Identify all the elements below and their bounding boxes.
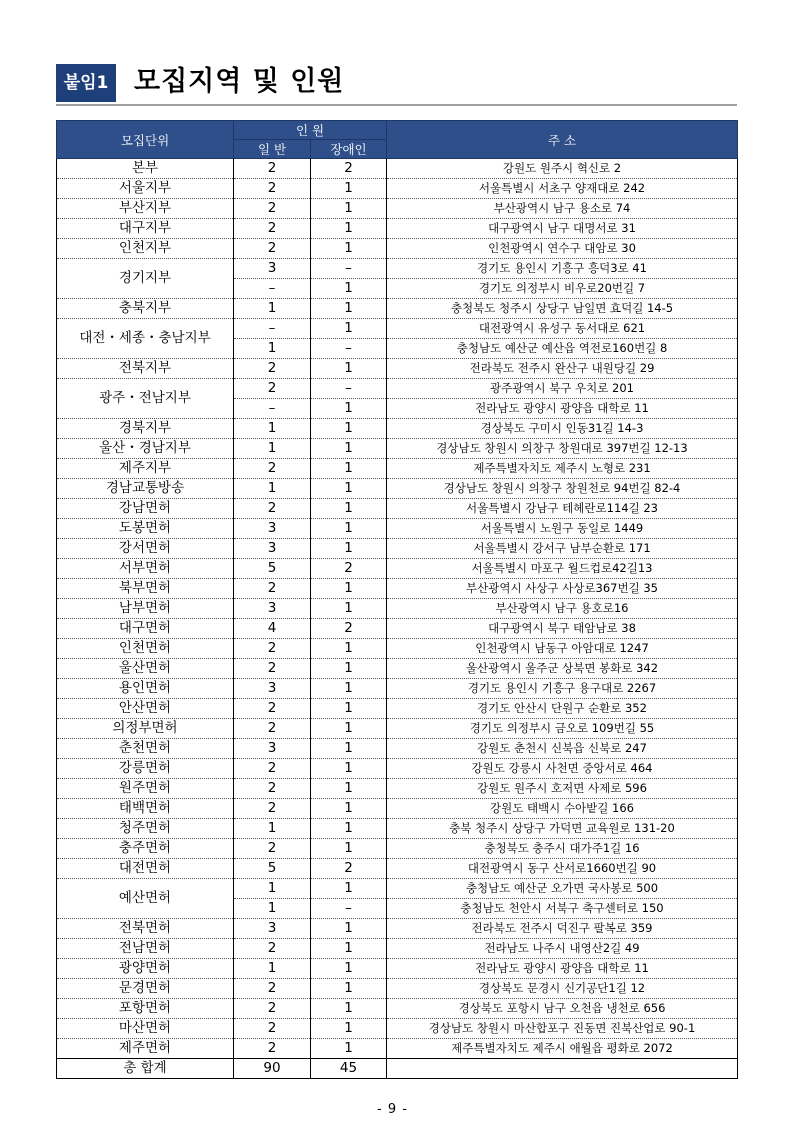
unit-cell: 전남면허 [57, 939, 234, 959]
disabled-count-cell: 1 [311, 599, 387, 619]
table-row [57, 739, 738, 759]
table-row [57, 159, 738, 179]
unit-cell: 제주면허 [57, 1039, 234, 1059]
disabled-count-cell: 1 [311, 359, 387, 379]
disabled-count-cell: 1 [311, 919, 387, 939]
general-count-cell: 1 [234, 439, 311, 459]
disabled-count-cell: 2 [311, 619, 387, 639]
general-count-cell: 3 [234, 599, 311, 619]
general-count-cell: 1 [234, 899, 311, 919]
table-row [57, 239, 738, 259]
address-cell: 경상북도 포항시 남구 오천읍 냉천로 656 [387, 999, 738, 1019]
table-row [57, 979, 738, 999]
address-cell: 강원도 원주시 호저면 사제로 596 [387, 779, 738, 799]
page-number: - 9 - [377, 1102, 408, 1117]
unit-cell: 춘천면허 [57, 739, 234, 759]
table-row [57, 719, 738, 739]
table-row [57, 359, 738, 379]
disabled-count-cell: 1 [311, 819, 387, 839]
disabled-count-cell: 1 [311, 239, 387, 259]
address-cell: 강원도 춘천시 신북읍 신북로 247 [387, 739, 738, 759]
unit-cell: 충북지부 [57, 299, 234, 319]
appendix-badge: 붙임1 [56, 64, 116, 102]
general-count-cell: 2 [234, 359, 311, 379]
address-cell: 전라남도 광양시 광양읍 대학로 11 [387, 399, 738, 419]
disabled-count-cell: 1 [311, 699, 387, 719]
disabled-count-cell: 1 [311, 519, 387, 539]
general-count-cell: 1 [234, 339, 311, 359]
table-row [57, 539, 738, 559]
disabled-count-cell: 1 [311, 319, 387, 339]
table-row [57, 919, 738, 939]
unit-cell: 광양면허 [57, 959, 234, 979]
unit-cell: 대구지부 [57, 219, 234, 239]
table-row [57, 999, 738, 1019]
address-cell: 충북 청주시 상당구 가덕면 교육원로 131-20 [387, 819, 738, 839]
disabled-count-cell: 2 [311, 859, 387, 879]
table-row [57, 259, 738, 279]
disabled-count-cell: 1 [311, 799, 387, 819]
unit-cell: 문경면허 [57, 979, 234, 999]
unit-cell: 북부면허 [57, 579, 234, 599]
address-cell: 제주특별자치도 제주시 애월읍 평화로 2072 [387, 1039, 738, 1059]
address-cell: 인천광역시 남동구 아암대로 1247 [387, 639, 738, 659]
general-count-cell: 1 [234, 419, 311, 439]
address-cell: 서울특별시 서초구 양재대로 242 [387, 179, 738, 199]
address-cell: 서울특별시 노원구 동일로 1449 [387, 519, 738, 539]
disabled-count-cell: 1 [311, 179, 387, 199]
address-cell: 대전광역시 유성구 동서대로 621 [387, 319, 738, 339]
table-row [57, 859, 738, 879]
general-count-cell: 2 [234, 939, 311, 959]
address-cell: 경상북도 구미시 인동31길 14-3 [387, 419, 738, 439]
address-cell: 부산광역시 남구 용소로 74 [387, 199, 738, 219]
disabled-count-cell: 1 [311, 219, 387, 239]
address-cell: 경기도 용인시 기흥구 용구대로 2267 [387, 679, 738, 699]
table-row [57, 379, 738, 399]
unit-cell: 강릉면허 [57, 759, 234, 779]
unit-cell: 경북지부 [57, 419, 234, 439]
general-count-cell: 1 [234, 299, 311, 319]
address-cell: 충청북도 충주시 대가주1길 16 [387, 839, 738, 859]
disabled-count-cell: 1 [311, 959, 387, 979]
unit-cell: 전북면허 [57, 919, 234, 939]
general-count-cell: 3 [234, 679, 311, 699]
unit-cell: 경남교통방송 [57, 479, 234, 499]
address-cell: 충청남도 예산군 오가면 국사봉로 500 [387, 879, 738, 899]
disabled-count-cell: 1 [311, 739, 387, 759]
address-cell: 경상남도 창원시 의창구 창원대로 397번길 12-13 [387, 439, 738, 459]
disabled-count-cell: 1 [311, 939, 387, 959]
disabled-count-cell: 1 [311, 659, 387, 679]
general-count-cell: 1 [234, 479, 311, 499]
disabled-count-cell: 1 [311, 839, 387, 859]
address-cell: 광주광역시 북구 우치로 201 [387, 379, 738, 399]
general-count-cell: 2 [234, 659, 311, 679]
general-count-cell: 4 [234, 619, 311, 639]
general-count-cell: 2 [234, 199, 311, 219]
general-count-cell: 2 [234, 999, 311, 1019]
disabled-count-cell: 2 [311, 159, 387, 179]
general-count-cell: 3 [234, 259, 311, 279]
address-cell: 부산광역시 사상구 사상로367번길 35 [387, 579, 738, 599]
unit-cell: 인천면허 [57, 639, 234, 659]
unit-cell: 대구면허 [57, 619, 234, 639]
unit-cell: 제주지부 [57, 459, 234, 479]
total-label: 총 합계 [57, 1059, 234, 1079]
address-cell: 서울특별시 강서구 남부순환로 171 [387, 539, 738, 559]
general-count-cell: 2 [234, 219, 311, 239]
disabled-count-cell: 1 [311, 479, 387, 499]
unit-cell: 광주・전남지부 [57, 379, 234, 419]
general-count-cell: 2 [234, 639, 311, 659]
general-count-cell: 5 [234, 859, 311, 879]
address-cell: 충청북도 청주시 상당구 남일면 효덕길 14-5 [387, 299, 738, 319]
disabled-count-cell: 1 [311, 679, 387, 699]
table-row [57, 959, 738, 979]
disabled-count-cell: – [311, 379, 387, 399]
unit-cell: 울산면허 [57, 659, 234, 679]
address-cell: 경기도 안산시 단원구 순환로 352 [387, 699, 738, 719]
unit-cell: 충주면허 [57, 839, 234, 859]
disabled-count-cell: 1 [311, 1019, 387, 1039]
disabled-count-cell: 1 [311, 279, 387, 299]
general-count-cell: 2 [234, 839, 311, 859]
address-cell: 강원도 원주시 혁신로 2 [387, 159, 738, 179]
table-row [57, 639, 738, 659]
general-count-cell: 2 [234, 379, 311, 399]
unit-cell: 마산면허 [57, 1019, 234, 1039]
disabled-count-cell: 1 [311, 979, 387, 999]
general-count-cell: 3 [234, 739, 311, 759]
general-count-cell: 2 [234, 499, 311, 519]
total-general: 90 [234, 1059, 311, 1079]
address-cell: 인천광역시 연수구 대암로 30 [387, 239, 738, 259]
table-row [57, 839, 738, 859]
unit-cell: 경기지부 [57, 259, 234, 299]
unit-cell: 예산면허 [57, 879, 234, 919]
unit-cell: 인천지부 [57, 239, 234, 259]
general-count-cell: 5 [234, 559, 311, 579]
general-count-cell: 2 [234, 159, 311, 179]
address-cell: 부산광역시 남구 용호로16 [387, 599, 738, 619]
unit-cell: 부산지부 [57, 199, 234, 219]
address-cell: 경상북도 문경시 신기공단1길 12 [387, 979, 738, 999]
disabled-count-cell: 1 [311, 1039, 387, 1059]
unit-cell: 강남면허 [57, 499, 234, 519]
table-row [57, 679, 738, 699]
general-count-cell: 2 [234, 759, 311, 779]
unit-cell: 대전면허 [57, 859, 234, 879]
general-count-cell: 2 [234, 239, 311, 259]
general-count-cell: 2 [234, 799, 311, 819]
unit-cell: 청주면허 [57, 819, 234, 839]
total-disabled: 45 [311, 1059, 387, 1079]
address-cell: 대전광역시 동구 산서로1660번길 90 [387, 859, 738, 879]
disabled-count-cell: 1 [311, 539, 387, 559]
unit-cell: 남부면허 [57, 599, 234, 619]
table-row [57, 499, 738, 519]
address-cell: 대구광역시 남구 대명서로 31 [387, 219, 738, 239]
disabled-count-cell: 1 [311, 879, 387, 899]
unit-cell: 도봉면허 [57, 519, 234, 539]
address-cell: 제주특별자치도 제주시 노형로 231 [387, 459, 738, 479]
disabled-count-cell: 1 [311, 439, 387, 459]
disabled-count-cell: – [311, 899, 387, 919]
address-cell: 전라북도 전주시 완산구 내원당길 29 [387, 359, 738, 379]
disabled-count-cell: 1 [311, 499, 387, 519]
disabled-count-cell: 1 [311, 459, 387, 479]
unit-cell: 강서면허 [57, 539, 234, 559]
disabled-count-cell: 1 [311, 779, 387, 799]
general-count-cell: – [234, 319, 311, 339]
table-row [57, 939, 738, 959]
table-row [57, 439, 738, 459]
page-title: 모집지역 및 인원 [134, 66, 345, 97]
unit-cell: 전북지부 [57, 359, 234, 379]
header-general: 일 반 [234, 140, 311, 159]
address-cell: 경기도 의정부시 비우로20번길 7 [387, 279, 738, 299]
table-row [57, 559, 738, 579]
address-cell: 경상남도 창원시 의창구 창원천로 94번길 82-4 [387, 479, 738, 499]
general-count-cell: – [234, 279, 311, 299]
disabled-count-cell: 1 [311, 719, 387, 739]
address-cell: 울산광역시 울주군 상북면 봉화로 342 [387, 659, 738, 679]
table-row [57, 219, 738, 239]
total-row [57, 1059, 738, 1079]
address-cell: 경상남도 창원시 마산합포구 진동면 진북산업로 90-1 [387, 1019, 738, 1039]
table-row [57, 319, 738, 339]
general-count-cell: 2 [234, 459, 311, 479]
unit-cell: 서부면허 [57, 559, 234, 579]
unit-cell: 포항면허 [57, 999, 234, 1019]
address-cell: 전라남도 광양시 광양읍 대학로 11 [387, 959, 738, 979]
disabled-count-cell: – [311, 339, 387, 359]
address-cell: 강원도 강릉시 사천면 중앙서로 464 [387, 759, 738, 779]
unit-cell: 안산면허 [57, 699, 234, 719]
table-row [57, 1019, 738, 1039]
table-row [57, 519, 738, 539]
table-row [57, 779, 738, 799]
disabled-count-cell: 1 [311, 579, 387, 599]
disabled-count-cell: 1 [311, 639, 387, 659]
general-count-cell: 3 [234, 519, 311, 539]
unit-cell: 본부 [57, 159, 234, 179]
general-count-cell: 2 [234, 779, 311, 799]
table-row [57, 619, 738, 639]
unit-cell: 원주면허 [57, 779, 234, 799]
title-divider [56, 104, 737, 106]
total-address [387, 1059, 738, 1079]
table-row [57, 179, 738, 199]
table-body [57, 159, 738, 1079]
table-row [57, 599, 738, 619]
header-address: 주 소 [387, 121, 738, 159]
table-row [57, 199, 738, 219]
address-cell: 경기도 용인시 기흥구 흥덕3로 41 [387, 259, 738, 279]
table-row [57, 819, 738, 839]
general-count-cell: 1 [234, 879, 311, 899]
table-row [57, 419, 738, 439]
disabled-count-cell: 1 [311, 299, 387, 319]
disabled-count-cell: 1 [311, 759, 387, 779]
general-count-cell: 2 [234, 699, 311, 719]
general-count-cell: 2 [234, 579, 311, 599]
address-cell: 경기도 의정부시 금오로 109번길 55 [387, 719, 738, 739]
table-row [57, 759, 738, 779]
address-cell: 대구광역시 북구 태암남로 38 [387, 619, 738, 639]
unit-cell: 서울지부 [57, 179, 234, 199]
address-cell: 전라북도 전주시 덕진구 팔복로 359 [387, 919, 738, 939]
unit-cell: 의정부면허 [57, 719, 234, 739]
disabled-count-cell: 1 [311, 419, 387, 439]
table-row [57, 879, 738, 899]
unit-cell: 대전・세종・충남지부 [57, 319, 234, 359]
general-count-cell: 3 [234, 919, 311, 939]
general-count-cell: 2 [234, 1019, 311, 1039]
table-row [57, 579, 738, 599]
header-disabled: 장애인 [311, 140, 387, 159]
general-count-cell: 3 [234, 539, 311, 559]
table-row [57, 1039, 738, 1059]
address-cell: 충청남도 천안시 서북구 축구센터로 150 [387, 899, 738, 919]
disabled-count-cell: 1 [311, 399, 387, 419]
disabled-count-cell: 2 [311, 559, 387, 579]
table-row [57, 799, 738, 819]
general-count-cell: 2 [234, 1039, 311, 1059]
unit-cell: 태백면허 [57, 799, 234, 819]
table-row [57, 459, 738, 479]
general-count-cell: 1 [234, 959, 311, 979]
general-count-cell: – [234, 399, 311, 419]
unit-cell: 울산・경남지부 [57, 439, 234, 459]
header-unit: 모집단위 [57, 121, 234, 159]
general-count-cell: 2 [234, 179, 311, 199]
recruitment-table [56, 120, 738, 1079]
unit-cell: 용인면허 [57, 679, 234, 699]
general-count-cell: 2 [234, 719, 311, 739]
address-cell: 충청남도 예산군 예산읍 역전로160번길 8 [387, 339, 738, 359]
table-row [57, 299, 738, 319]
general-count-cell: 2 [234, 979, 311, 999]
address-cell: 강원도 태백시 수아밭길 166 [387, 799, 738, 819]
disabled-count-cell: 1 [311, 999, 387, 1019]
title-bar [56, 58, 737, 106]
address-cell: 전라남도 나주시 내영산2길 49 [387, 939, 738, 959]
general-count-cell: 1 [234, 819, 311, 839]
address-cell: 서울특별시 강남구 테헤란로114길 23 [387, 499, 738, 519]
disabled-count-cell: 1 [311, 199, 387, 219]
table-row [57, 699, 738, 719]
table-row [57, 479, 738, 499]
table-row [57, 659, 738, 679]
address-cell: 서울특별시 마포구 월드컵로42길13 [387, 559, 738, 579]
disabled-count-cell: – [311, 259, 387, 279]
header-people: 인 원 [234, 121, 387, 140]
